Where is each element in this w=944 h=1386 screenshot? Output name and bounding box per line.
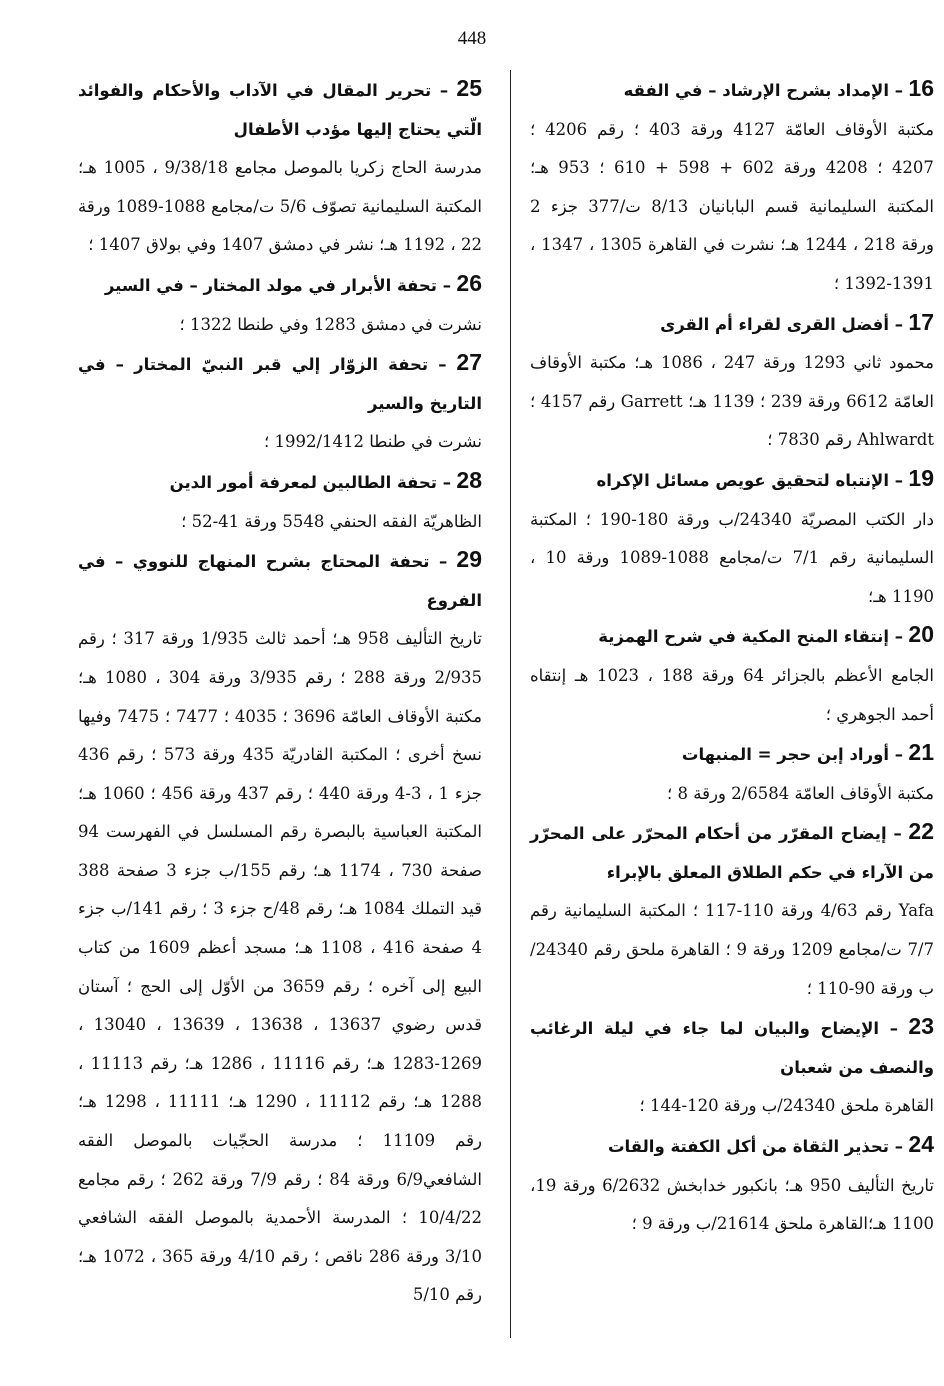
entry-title: – أوراد إبن حجر = المنبهات — [681, 745, 903, 765]
entry-number: 17 — [908, 308, 934, 335]
entry-body: دار الكتب المصريّة 24340/ب ورقة 180-190 ؛ المكتبة السليمانية رقم 7/1 ت/مجامع 1088-1089 ورقة 10 ، 1190 هـ؛ — [530, 509, 935, 606]
entry-23 — [530, 1008, 934, 1126]
entry-number: 29 — [456, 546, 483, 573]
entry-number: 16 — [908, 75, 934, 101]
entry-number: 20 — [908, 621, 934, 648]
entry-body: محمود ثاني 1293 ورقة 247 ، 1086 هـ؛ مكتبة الأوقاف العامّة 6612 ورقة 239 ؛ 1139 هـ؛ Garrett رقم 4157 ؛ Ahlwardt رقم 7830 ؛ — [530, 353, 934, 450]
entry-body: نشرت في دمشق 1283 وفي طنطا 1322 ؛ — [179, 314, 482, 334]
entry-22 — [530, 813, 934, 1008]
entry-17 — [530, 304, 934, 460]
entry-number: 28 — [456, 466, 482, 493]
entry-body: Yafa رقم 4/63 ورقة 110-117 ؛ المكتبة السليمانية رقم 7/7 ت/مجامع 1209 ورقة 9 ؛ القاهرة ملحق رقم 24340/ب ورقة 90-110 ؛ — [530, 901, 934, 998]
entry-title: – تحرير المقال في الآداب والأحكام والفوائد الّتي يحتاج إليها مؤدب الأطفال — [78, 81, 482, 139]
entry-body: القاهرة ملحق 24340/ب ورقة 120-144 ؛ — [639, 1096, 934, 1116]
entry-number: 24 — [908, 1131, 934, 1158]
entry-number: 26 — [456, 269, 482, 296]
entry-number: 19 — [908, 464, 934, 491]
entry-body: مكتبة الأوقاف العامّة 2/6584 ورقة 8 ؛ — [667, 783, 934, 803]
entry-title: – الإيضاح والبيان لما جاء في ليلة الرغائب والنصف من شعبان — [530, 1019, 934, 1077]
entry-body: مدرسة الحاج زكريا بالموصل مجامع 9/38/18 ، 1005 هـ؛ المكتبة السليمانية تصوّف 5/6 ت/مجامع 1088-1089 ورقة 22 ، 1192 هـ؛ نشر في دمشق 1407 وفي بولاق 1407 ؛ — [78, 158, 483, 255]
entry-number: 25 — [456, 75, 482, 101]
entry-title: – تحفة المحتاج بشرح المنهاج للنووي – في الفروع — [78, 552, 482, 610]
entry-number: 22 — [908, 818, 934, 845]
entry-title: – تحفة الزوّار إلي قبر النبيّ المختار – في التاريخ والسير — [78, 355, 482, 413]
entry-body: مكتبة الأوقاف العامّة 4127 ورقة 403 ؛ رقم 4206 ؛ 4207 ؛ 4208 ورقة 602 + 598 + 610 ؛ 953 هـ؛ المكتبة السليمانية قسم البابانيان 8/13 ت/377 جزء 2 ورقة 218 ، 1244 هـ؛ نشرت في القاهرة 1305 ، 1347 ، 1391-1392 ؛ — [530, 119, 934, 293]
right-column — [530, 70, 934, 1244]
column-divider — [510, 70, 511, 1338]
entry-title: – إنتقاء المنح المكية في شرح الهمزية — [598, 627, 903, 647]
left-column — [78, 70, 482, 1315]
entry-body: الظاهريّة الفقه الحنفي 5548 ورقة 41-52 ؛ — [181, 511, 482, 531]
entry-body: الجامع الأعظم بالجزائر 64 ورقة 188 ، 1023 هـ إنتقاه أحمد الجوهري ؛ — [530, 665, 934, 724]
entry-title: – تحذير الثقاة من أكل الكفتة والقات — [607, 1137, 903, 1157]
entry-28 — [78, 462, 482, 541]
entry-title: – إيضاح المقرّر من أحكام المحرّر على المحرّر من الآراء في حكم الطلاق المعلق بالإبراء — [530, 824, 934, 882]
entry-25 — [78, 70, 482, 265]
entry-number: 21 — [908, 739, 934, 766]
entry-body: تاريخ التأليف 950 هـ؛ بانكبور خدابخش 6/2632 ورقة 19، 1100 هـ؛القاهرة ملحق 21614/ب ورقة 9 ؛ — [530, 1175, 934, 1234]
entry-title: – أفضل القرى لقراء أم القرى — [660, 314, 903, 334]
entry-title: – الإمداد بشرح الإرشاد – في الفقه — [623, 81, 903, 100]
entry-24 — [530, 1126, 934, 1244]
entry-21 — [530, 734, 934, 813]
entry-27 — [78, 344, 482, 462]
entry-body: تاريخ التأليف 958 هـ؛ أحمد ثالث 1/935 ورقة 317 ؛ رقم 2/935 ورقة 288 ؛ رقم 3/935 ورقة 304 ، 1080 هـ؛ مكتبة الأوقاف العامّة 3696 ؛ 4035 ؛ 7477 ؛ 7475 وفيها نسخ أخرى ؛ المكتبة القادريّة 435 ورقة 573 ؛ رقم 436 جزء 1 ، 3-4 ورقة 440 ؛ رقم 437 ورقة 456 ؛ 1060 هـ؛ المكتبة العباسية بالبصرة رقم المسلسل في الفهرست 94 صفحة 730 ، 1174 هـ؛ رقم 155/ب جزء 3 صفحة 388 قيد التملك 1084 هـ؛ رقم 48/ح جزء 3 ؛ رقم 141/ب جزء 4 صفحة 416 ، 1108 هـ؛ مسجد أعظم 1609 من كتاب البيع إلى آخره ؛ رقم 3659 من الأوّل إلى الحج ؛ آستان قدس رضوي 13637 ، 13638 ، 13639 ، 13040 ، 1269-1283 هـ؛ رقم 11116 ، 1286 هـ؛ رقم 11113 ، 1288 هـ؛ رقم 11112 ، 1290 هـ؛ 11111 ، 1298 هـ؛ رقم 11109 ؛ مدرسة الحجّيات بالموصل الفقه الشافعي6/9 ورقة 84 ؛ رقم 7/9 ورقة 262 ؛ رقم مجامع 10/4/22 ؛ المدرسة الأحمدية بالموصل الفقه الشافعي 3/10 ورقة 286 ناقص ؛ رقم 4/10 ورقة 365 ، 1072 هـ؛ رقم 5/10 — [78, 629, 482, 1305]
entry-16 — [530, 70, 934, 304]
entry-29 — [78, 541, 482, 1315]
entry-title: – تحفة الطالبين لمعرفة أمور الدين — [169, 472, 451, 492]
entry-19 — [530, 460, 934, 616]
entry-number: 23 — [908, 1013, 934, 1040]
entry-body: نشرت في طنطا 1992/1412 ؛ — [263, 432, 482, 452]
entry-20 — [530, 616, 934, 734]
entry-26 — [78, 265, 482, 344]
page-number: 448 — [457, 28, 487, 49]
entry-title: – الإنتباه لتحقيق عويص مسائل الإكراه — [596, 470, 903, 490]
entry-number: 27 — [456, 349, 482, 376]
entry-title: – تحفة الأبرار في مولد المختار – في السير — [104, 275, 451, 295]
